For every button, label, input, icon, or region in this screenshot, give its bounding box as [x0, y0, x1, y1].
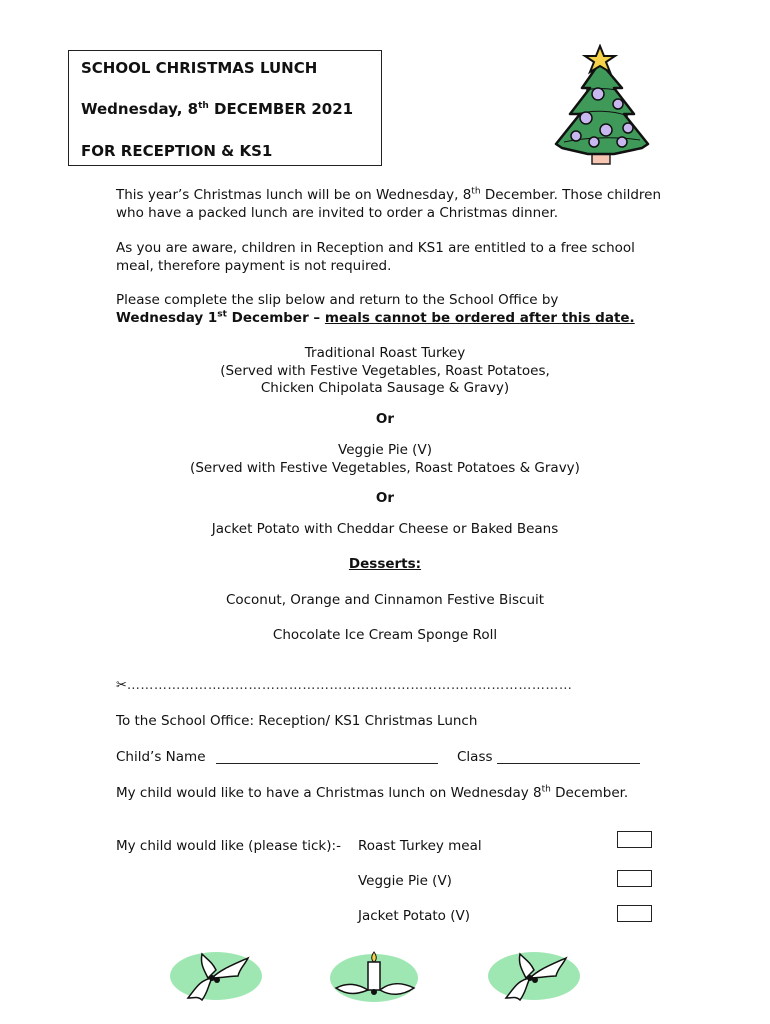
title-box: [68, 50, 382, 166]
menu-option-turkey: Traditional Roast Turkey (Served with Festive Vegetables, Roast Potatoes, Chicken Chipolata Sausage & Gravy): [220, 345, 550, 396]
cut-line: ✂………………………………………………………………………………………: [116, 678, 573, 693]
class-label: Class: [457, 749, 493, 765]
class-field[interactable]: [497, 751, 640, 764]
deadline-warning: meals cannot be ordered after this date.: [324, 309, 635, 326]
deadline-date: Wednesday 1st December – meals cannot be ordered after this date.: [116, 309, 635, 326]
slip-recipient: To the School Office: Reception/ KS1 Christmas Lunch: [116, 713, 478, 729]
audience: FOR RECEPTION & KS1: [81, 142, 273, 160]
child-name-label: Child’s Name: [116, 749, 206, 765]
menu-option-jacket-potato: Jacket Potato with Cheddar Cheese or Baked Beans: [211, 521, 559, 537]
christmas-tree-icon: [542, 44, 658, 170]
holly-icon: [168, 948, 266, 1006]
tick-box-veggie[interactable]: [617, 870, 652, 887]
page-title: SCHOOL CHRISTMAS LUNCH: [81, 59, 318, 77]
tick-box-turkey[interactable]: [617, 831, 652, 848]
choice-label: Roast Turkey meal: [358, 838, 482, 854]
tick-prompt: My child would like (please tick):-: [116, 838, 341, 854]
scissors-icon: ✂: [116, 678, 127, 693]
desserts-heading: Desserts:: [348, 556, 422, 572]
child-name-field[interactable]: [216, 751, 438, 764]
dessert-item: Coconut, Orange and Cinnamon Festive Biscuit: [225, 592, 545, 608]
deadline-paragraph: Please complete the slip below and return to the School Office by Wednesday 1st December – meals cannot be ordered after this date.: [116, 292, 635, 326]
payment-paragraph: As you are aware, children in Reception and KS1 are entitled to a free school meal, therefore payment is not required.: [116, 240, 635, 274]
choice-label: Veggie Pie (V): [358, 873, 452, 889]
candle-icon: [328, 948, 420, 1006]
event-date: Wednesday, 8th DECEMBER 2021: [81, 100, 354, 118]
holly-icon: [486, 948, 584, 1006]
lunch-statement: My child would like to have a Christmas lunch on Wednesday 8th December.: [116, 784, 629, 801]
menu-option-veggie: Veggie Pie (V) (Served with Festive Vegetables, Roast Potatoes & Gravy): [190, 442, 580, 476]
choice-label: Jacket Potato (V): [358, 908, 471, 924]
or-separator: Or: [375, 411, 395, 427]
intro-paragraph: This year’s Christmas lunch will be on Wednesday, 8th December. Those children who have a packed lunch are invited to order a Christmas dinner.: [116, 186, 662, 221]
or-separator: Or: [375, 490, 395, 506]
tick-box-jacket-potato[interactable]: [617, 905, 652, 922]
dessert-item: Chocolate Ice Cream Sponge Roll: [272, 627, 498, 643]
